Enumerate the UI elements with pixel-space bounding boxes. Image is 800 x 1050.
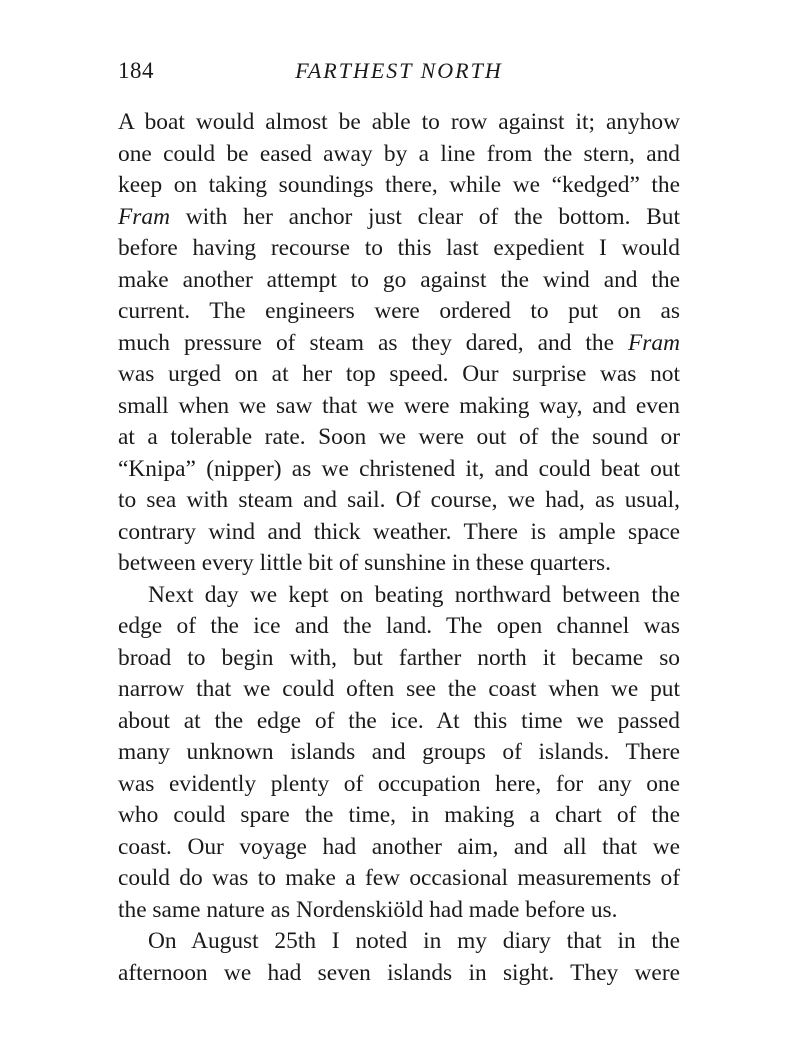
- text-line: much pressure of steam as they dared, and the Fram: [118, 329, 680, 356]
- text-line: small when we saw that we were making way, and even: [118, 392, 680, 419]
- text-line: to sea with steam and sail. Of course, we had, as usual,: [118, 487, 680, 513]
- text-line: many unknown islands and groups of islands. There: [118, 739, 680, 765]
- text-line: narrow that we could often see the coast when we put: [118, 676, 680, 702]
- text-line: about at the edge of the ice. At this time we passed: [118, 707, 680, 734]
- running-head: [118, 58, 680, 88]
- text-line: contrary wind and thick weather. There is ample space: [118, 518, 680, 545]
- text-line: who could spare the time, in making a chart of the: [118, 802, 680, 828]
- paragraph-end-line: the same nature as Nordenskiöld had made before us.: [118, 896, 618, 923]
- text-line: keep on taking soundings there, while we “kedged” the: [118, 172, 680, 198]
- paragraph-start-line: On August 25th I noted in my diary that in the: [148, 928, 680, 954]
- text-line: current. The engineers were ordered to put on as: [118, 298, 680, 324]
- text-line: make another attempt to go against the wind and the: [118, 266, 680, 293]
- running-title: FARTHEST NORTH: [295, 58, 503, 83]
- paragraph-end-line: between every little bit of sunshine in these quarters.: [118, 550, 612, 576]
- text-line: “Knipa” (nipper) as we christened it, and could beat out: [118, 455, 680, 482]
- ship-name-italic: Fram: [628, 329, 680, 356]
- paragraph-start-line: Next day we kept on beating northward between the: [148, 581, 680, 608]
- text-line: at a tolerable rate. Soon we were out of the sound or: [118, 424, 680, 450]
- ship-name-italic: Fram: [118, 203, 170, 230]
- text-line: was evidently plenty of occupation here, for any one: [118, 770, 680, 797]
- text-line: coast. Our voyage had another aim, and all that we: [118, 833, 680, 860]
- text-line: Fram with her anchor just clear of the bottom. But: [118, 203, 680, 230]
- text-line: broad to begin with, but farther north it became so: [118, 644, 680, 671]
- body-text: [118, 107, 680, 989]
- text-line: could do was to make a few occasional measurements of: [118, 865, 680, 891]
- page-number: 184: [118, 58, 154, 83]
- text-line: was urged on at her top speed. Our surprise was not: [118, 361, 680, 387]
- text-line: one could be eased away by a line from the stern, and: [118, 140, 680, 167]
- text-line: A boat would almost be able to row against it; anyhow: [118, 109, 680, 135]
- text-line: before having recourse to this last expedient I would: [118, 235, 680, 261]
- text-line: afternoon we had seven islands in sight. They were: [118, 959, 680, 986]
- text-line: edge of the ice and the land. The open channel was: [118, 613, 680, 639]
